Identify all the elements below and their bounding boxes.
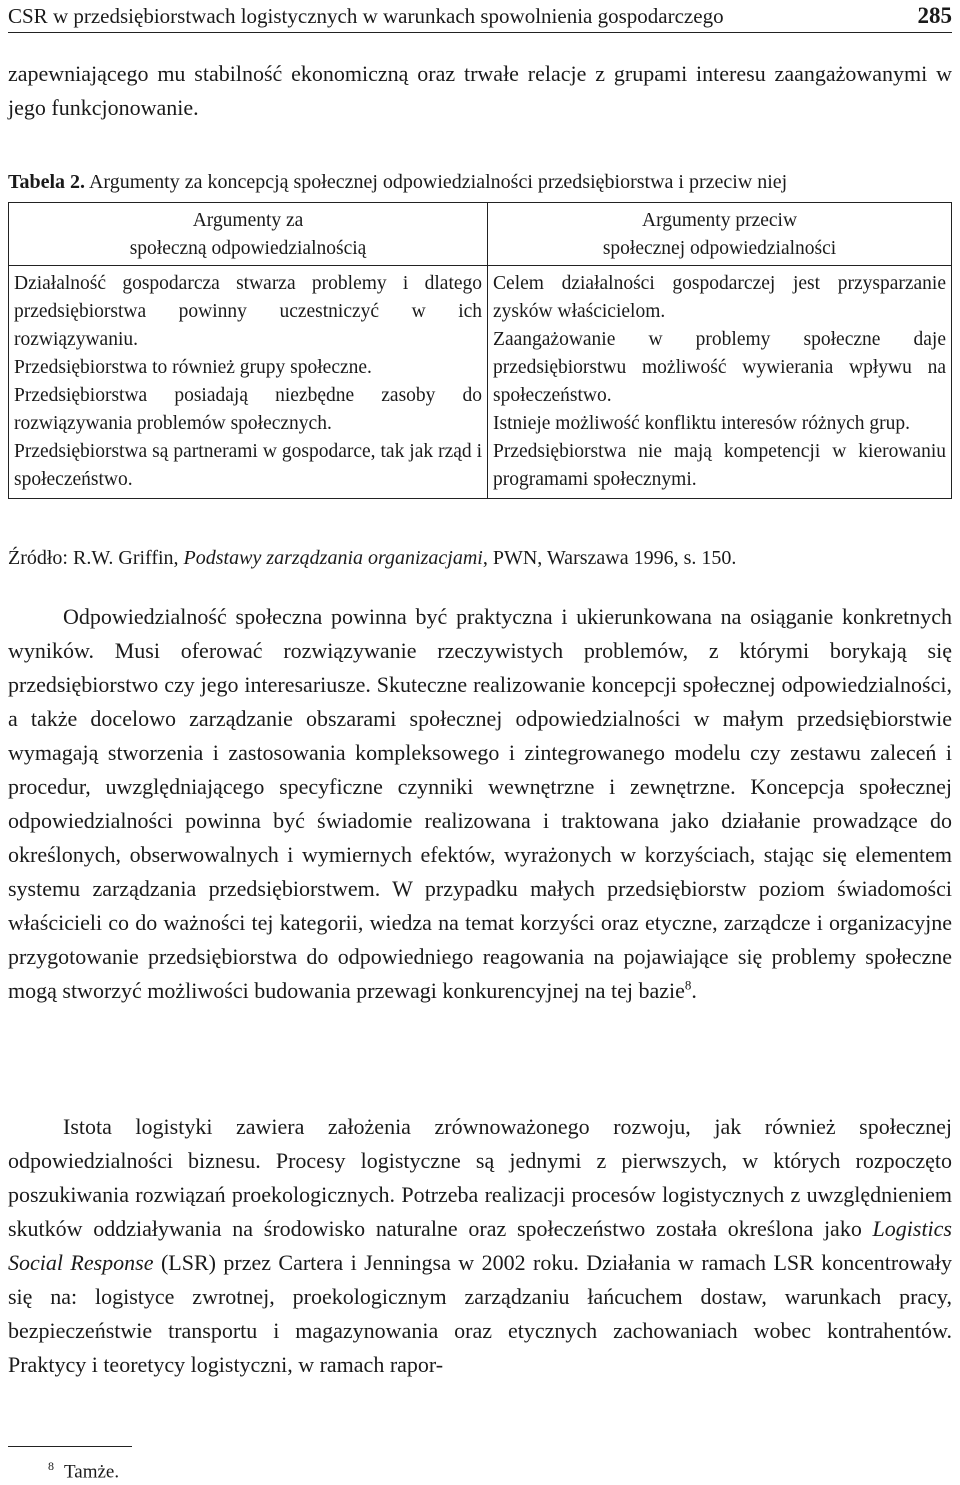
paragraph-1-end: . (691, 978, 697, 1003)
footnote-number: 8 (48, 1459, 54, 1473)
paragraph-1-text: Odpowiedzialność społeczna powinna być praktyczna i ukierunkowana na osiąganie konkretnych wyników. Musi oferować rozwiązywanie rzeczywistych problemów, z którymi borykają się przedsiębiorstwo czy jego interesariusze. Skuteczne realizowanie koncepcji społecznej odpowiedzialności, a także docelowo zarządzanie obszarami społecznej odpowiedzialności w małym przedsiębiorstwie wymagają stworzenia i zastosowania kompleksowego i zintegrowanego modelu czy zestawu zaleceń i procedur, uwzględniającego specyficzne czynniki wewnętrzne i zewnętrzne. Koncepcja społecznej odpowiedzialności powinna być świadomie realizowana i traktowana jako działanie prowadzące do określonych, obserwowalnych i wymiernych efektów, wyrażonych w korzyściach, stając się elementem systemu zarządzania przedsiębiorstwem. W przypadku małych przedsiębiorstw poziom świadomości właścicieli co do ważności tej kategorii, wiedza na temat korzyści oraz etyczne, zarządcze i organizacyjne przygotowanie przedsiębiorstwa do odpowiedniego reagowania na pojawiające się problemy społeczne mogą stworzyć możliwości budowania przewagi konkurencyjnej na tej bazie (8, 604, 952, 1003)
body-paragraph-1 (8, 600, 952, 1008)
intro-paragraph: zapewniającego mu stabilność ekonomiczną oraz trwałe relacje z grupami interesu zaangażowanymi w jego funkcjonowanie. (8, 61, 952, 120)
argument-item: Działalność gospodarcza stwarza problemy i dlatego przedsiębiorstwa powinny uczestniczyć w ich rozwiązywaniu. (14, 273, 483, 350)
table-label: Tabela 2. (8, 171, 86, 193)
footnote-divider (8, 1446, 132, 1447)
body-paragraph-2 (8, 1110, 952, 1382)
arguments-for-cell (9, 266, 488, 499)
argument-item: Przedsiębiorstwa są partnerami w gospodarce, tak jak rząd i społeczeństwo. (14, 441, 483, 490)
argument-item: Przedsiębiorstwa to również grupy społeczne. (14, 357, 372, 378)
header-line: społeczną odpowiedzialnością (129, 238, 367, 259)
paragraph-2-before: Istota logistyki zawiera założenia zrównoważonego rozwoju, jak również społecznej odpowiedzialności biznesu. Procesy logistyczne są jednymi z pierwszych, w których rozpoczęto poszukiwania rozwiązań proekologicznych. Potrzeba realizacji procesów logistycznych z uwzględnieniem skutków oddziaływania na środowisko naturalne oraz społeczeństwo została określona jako (8, 1114, 952, 1241)
table-caption-text: Argumenty za koncepcją społecznej odpowiedzialności przedsiębiorstwa i przeciw niej (88, 171, 788, 193)
table-caption (8, 167, 952, 197)
argument-item: Zaangażowanie w problemy społeczne daje przedsiębiorstwu możliwość wywierania wpływu na społeczeństwo. (493, 329, 946, 406)
argument-item: Przedsiębiorstwa posiadają niezbędne zasoby do rozwiązywania problemów społecznych. (14, 385, 483, 434)
running-header (8, 2, 952, 33)
argument-item: Istnieje możliwość konfliktu interesów różnych grup. (493, 413, 911, 434)
running-header-title: CSR w przedsiębiorstwach logistycznych w warunkach spowolnienia gospodarczego (8, 4, 724, 28)
paragraph-2-after: (LSR) przez Cartera i Jenningsa w 2002 roku. Działania w ramach LSR koncentrowały się na: logistyce zwrotnej, proekologicznym zarządzaniu łańcuchem dostaw, warunkach pracy, bezpieczeństwie transportu i magazynowania oraz etycznych zachowaniach wobec kontrahentów. Praktycy i teoretycy logistyczni, w ramach rapor- (8, 1250, 952, 1377)
footnote-text: Tamże. (64, 1461, 120, 1483)
argument-item: Przedsiębiorstwa nie mają kompetencji w kierowaniu programami społecznymi. (493, 441, 946, 490)
arguments-against-cell (488, 266, 952, 499)
page-number: 285 (917, 3, 952, 28)
table-source (8, 543, 952, 573)
footnote (48, 1453, 119, 1485)
footnote-reference[interactable]: 8 (684, 977, 692, 993)
table-header-against (488, 203, 952, 266)
source-suffix: , PWN, Warszawa 1996, s. 150. (482, 547, 737, 569)
header-line: Argumenty przeciw (641, 210, 798, 231)
argument-item: Celem działalności gospodarczej jest przysparzanie zysków właścicielom. (493, 273, 946, 322)
header-line: Argumenty za (192, 210, 304, 231)
arguments-table (8, 202, 952, 499)
header-line: społecznej odpowiedzialności (602, 238, 837, 259)
paragraph-2-italic-term: Logistics Social Response (8, 1216, 952, 1275)
source-book-title: Podstawy zarządzania organizacjami (183, 547, 483, 569)
source-prefix: Źródło: R.W. Griffin, (8, 547, 184, 569)
table-header-for (9, 203, 488, 266)
